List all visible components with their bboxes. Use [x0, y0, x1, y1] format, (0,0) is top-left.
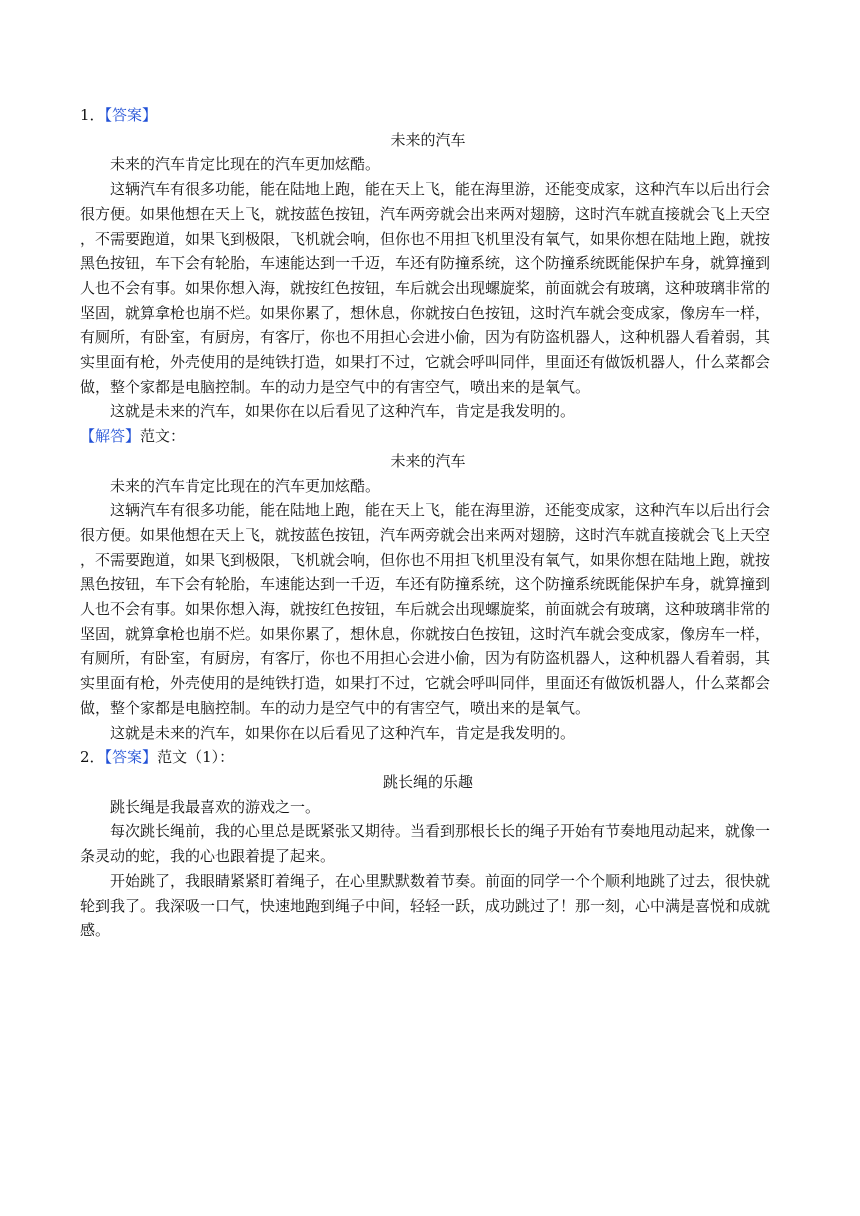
q1-answer-tag: 【答案】 [104, 106, 158, 124]
q1-paragraph-2-line: 黑色按钮，车下会有轮胎，车速能达到一千迈，车还有防撞系统，这个防撞系统既能保护车身，就算撞到 [80, 254, 771, 273]
q1-paragraph-2-line: ，不需要跑道，如果飞到极限，飞机就会响，但你也不用担飞机里没有氧气，如果你想在陆地上跑，就按 [80, 229, 771, 248]
q1-number: 1． [80, 106, 105, 124]
q2-header [80, 745, 776, 770]
q1-paragraph-2-line: 有厕所，有卧室，有厨房，有客厅，你也不用担心会进小偷，因为有防盗机器人，这种机器人看着弱，其 [80, 328, 771, 347]
q1-paragraph-2-line: 人也不会有事。如果你想入海，就按红色按钮，车后就会出现螺旋桨，前面就会有玻璃，这种玻璃非常的 [80, 278, 771, 297]
q1-solution-paragraph-2-line: 人也不会有事。如果你想入海，就按红色按钮，车后就会出现螺旋桨，前面就会有玻璃，这种玻璃非常的 [80, 600, 771, 619]
q1-solution-paragraph-2-line: 做，整个家都是电脑控制。车的动力是空气中的有害空气，喷出来的是氧气。 [80, 698, 591, 717]
answer-content [80, 103, 776, 943]
q1-solution-paragraph-1: 未来的汽车肯定比现在的汽车更加炫酷。 [110, 476, 381, 495]
q2-paragraph-1: 跳长绳是我最喜欢的游戏之一。 [110, 797, 321, 816]
q1-solution-paragraph-2-line: 实里面有枪，外壳使用的是纯铁打造，如果打不过，它就会呼叫同伴，里面还有做饭机器人，什么菜都会 [80, 674, 771, 693]
q1-solution-paragraph-2-line: 很方便。如果他想在天上飞，就按蓝色按钮，汽车两旁就会出来两对翅膀，这时汽车就直接就会飞上天空 [80, 525, 771, 544]
q1-header [80, 103, 776, 128]
q2-paragraph-3-line: 开始跳了，我眼睛紧紧盯着绳子，在心里默默数着节奏。前面的同学一个个顺利地跳了过去，很快就 [110, 871, 771, 890]
q1-solution-paragraph-2-line: ，不需要跑道，如果飞到极限，飞机就会响，但你也不用担飞机里没有氧气，如果你想在陆地上跑，就按 [80, 550, 771, 569]
q1-paragraph-3: 这就是未来的汽车，如果你在以后看见了这种汽车，肯定是我发明的。 [110, 402, 576, 421]
q2-paragraph-3-line: 感。 [80, 921, 111, 940]
q1-solution-label: 范文： [140, 427, 186, 446]
q2-answer-tag: 【答案】 [104, 748, 158, 767]
q1-solution-paragraph-2-line: 坚固，就算拿枪也崩不烂。如果你累了，想休息，你就按白色按钮，这时汽车就会变成家，像房车一样， [80, 624, 771, 643]
q2-number: 2． [80, 748, 105, 767]
q1-paragraph-2-line: 坚固，就算拿枪也崩不烂。如果你累了，想休息，你就按白色按钮，这时汽车就会变成家，像房车一样， [80, 303, 771, 322]
q1-solution-paragraph-2-line: 这辆汽车有很多功能，能在陆地上跑，能在天上飞，能在海里游，还能变成家，这种汽车以后出行会 [110, 501, 771, 520]
q2-label: 范文（1）： [157, 748, 235, 767]
q2-paragraph-2-line: 每次跳长绳前，我的心里总是既紧张又期待。当看到那根长长的绳子开始有节奏地甩动起来，就像一 [110, 822, 771, 841]
q2-paragraph-2-line: 条灵动的蛇，我的心也跟着提了起来。 [80, 847, 336, 866]
q1-paragraph-2-line: 实里面有枪，外壳使用的是纯铁打造，如果打不过，它就会呼叫同伴，里面还有做饭机器人，什么菜都会 [80, 353, 771, 372]
q2-essay-title: 跳长绳的乐趣 [382, 772, 473, 791]
q1-solution-paragraph-2-line: 有厕所，有卧室，有厨房，有客厅，你也不用担心会进小偷，因为有防盗机器人，这种机器人看着弱，其 [80, 649, 771, 668]
q1-paragraph-1: 未来的汽车肯定比现在的汽车更加炫酷。 [110, 155, 381, 174]
q1-essay-title: 未来的汽车 [390, 130, 466, 149]
q1-solution-header [80, 424, 776, 449]
q1-solution-tag: 【解答】 [80, 427, 141, 446]
q1-paragraph-2-line: 这辆汽车有很多功能，能在陆地上跑，能在天上飞，能在海里游，还能变成家，这种汽车以后出行会 [110, 180, 771, 199]
q1-solution-title: 未来的汽车 [390, 451, 466, 470]
q2-paragraph-3-line: 轮到我了。我深吸一口气，快速地跑到绳子中间，轻轻一跃，成功跳过了！那一刻，心中满是喜悦和成就 [80, 896, 771, 915]
q1-solution-paragraph-2-line: 黑色按钮，车下会有轮胎，车速能达到一千迈，车还有防撞系统，这个防撞系统既能保护车身，就算撞到 [80, 575, 771, 594]
q1-paragraph-2-line: 很方便。如果他想在天上飞，就按蓝色按钮，汽车两旁就会出来两对翅膀，这时汽车就直接就会飞上天空 [80, 204, 771, 223]
q1-solution-paragraph-3: 这就是未来的汽车，如果你在以后看见了这种汽车，肯定是我发明的。 [110, 723, 576, 742]
q1-paragraph-2-line: 做，整个家都是电脑控制。车的动力是空气中的有害空气，喷出来的是氧气。 [80, 377, 591, 396]
